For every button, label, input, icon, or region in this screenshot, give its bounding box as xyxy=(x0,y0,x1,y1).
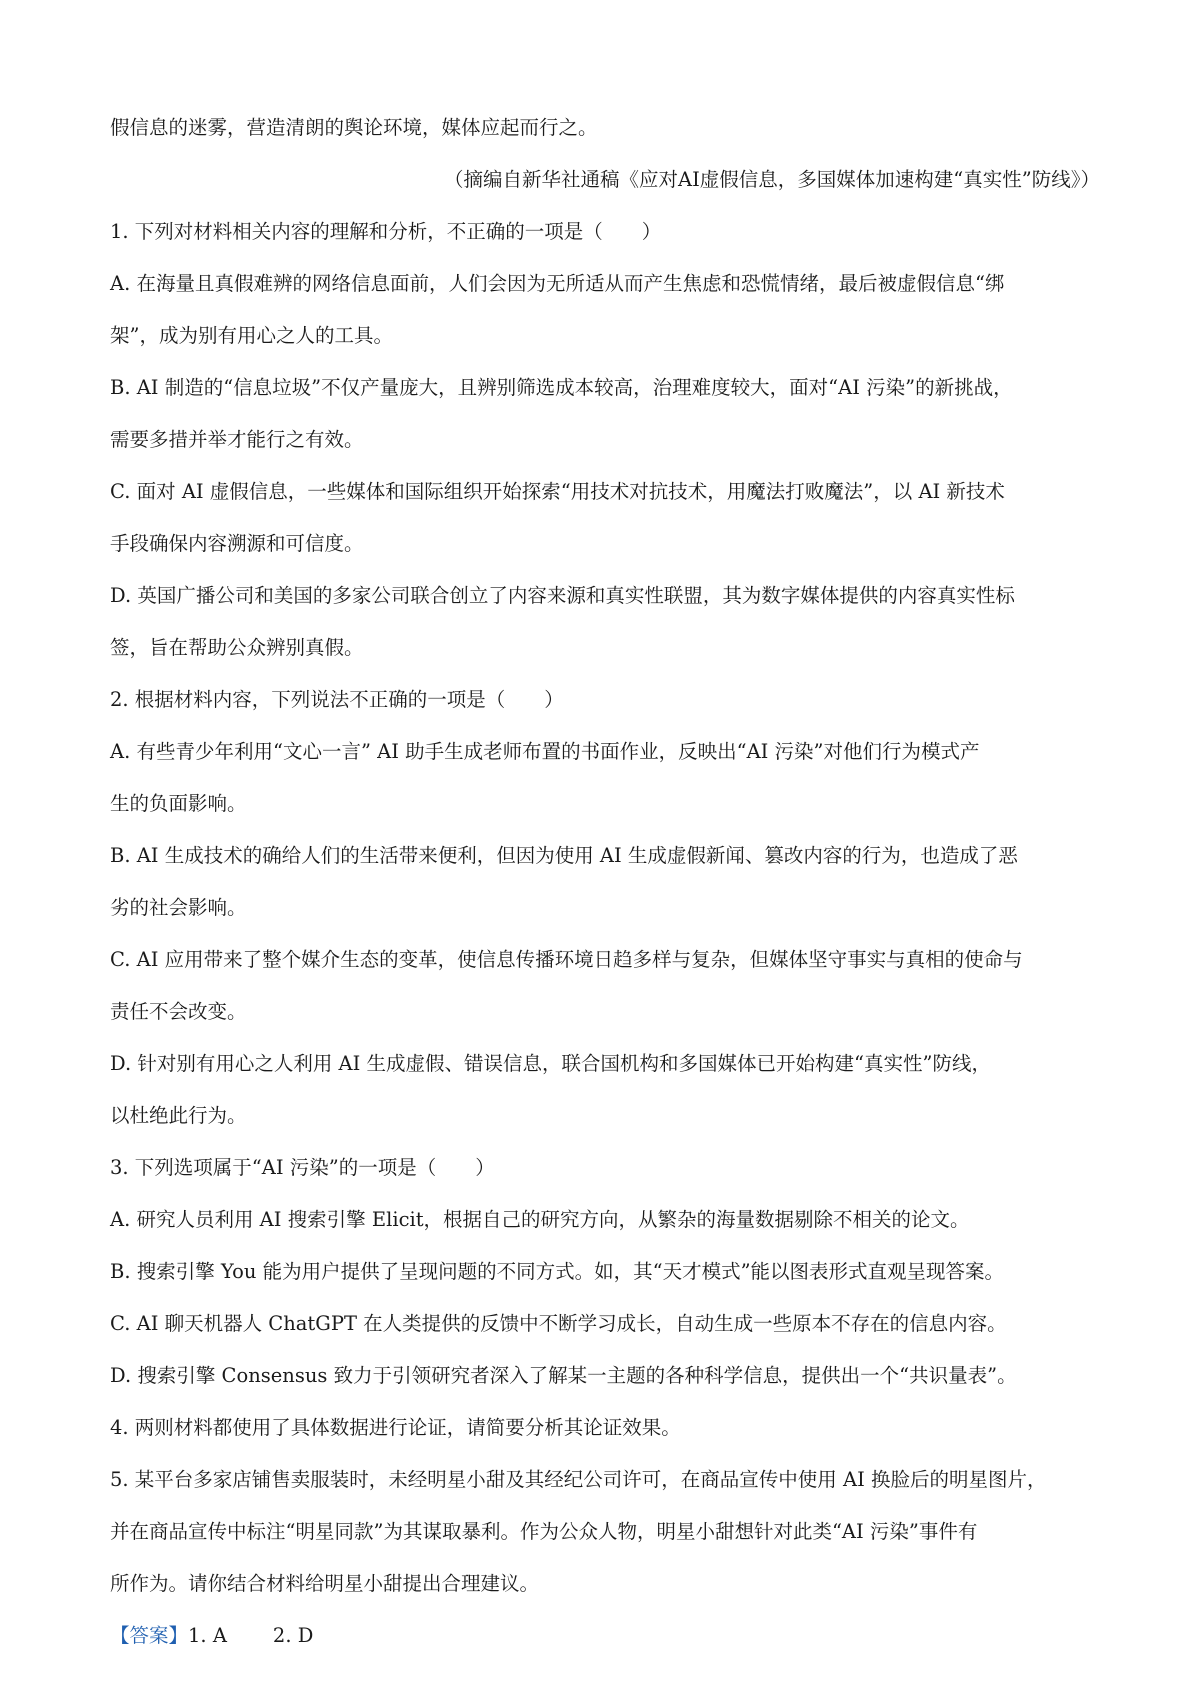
option-text: B. AI 生成技术的确给人们的生活带来便利，但因为使用 AI 生成虚假新闻、篡改内容的行为，也造成了恶 xyxy=(110,844,1018,867)
question-text: 所作为。请你结合材料给明星小甜提出合理建议。 xyxy=(110,1572,540,1595)
question-2-option-d xyxy=(110,1048,1110,1132)
question-3-option-d: D. 搜索引擎 Consensus 致力于引领研究者深入了解某一主题的各种科学信息，提供出一个“共识量表”。 xyxy=(110,1364,1017,1387)
option-text: A. 有些青少年利用“文心一言” AI 助手生成老师布置的书面作业，反映出“AI 污染”对他们行为模式产 xyxy=(110,740,980,763)
option-text: 责任不会改变。 xyxy=(110,1000,247,1023)
option-text: D. 英国广播公司和美国的多家公司联合创立了内容来源和真实性联盟，其为数字媒体提供的内容真实性标 xyxy=(110,584,1015,607)
question-3-option-c: C. AI 聊天机器人 ChatGPT 在人类提供的反馈中不断学习成长，自动生成一些原本不存在的信息内容。 xyxy=(110,1312,1007,1335)
question-1-stem: 1. 下列对材料相关内容的理解和分析，不正确的一项是（ ） xyxy=(110,220,662,243)
option-text: 签，旨在帮助公众辨别真假。 xyxy=(110,636,364,659)
passage-closing-line: 假信息的迷雾，营造清朗的舆论环境，媒体应起而行之。 xyxy=(110,116,598,139)
option-text: 手段确保内容溯源和可信度。 xyxy=(110,532,364,555)
question-3-option-b: B. 搜索引擎 You 能为用户提供了呈现问题的不同方式。如，其“天才模式”能以图表形式直观呈现答案。 xyxy=(110,1260,1005,1283)
question-2-option-b xyxy=(110,840,1110,924)
question-1-option-c xyxy=(110,476,1110,560)
question-4-stem: 4. 两则材料都使用了具体数据进行论证，请简要分析其论证效果。 xyxy=(110,1416,681,1439)
question-2-stem: 2. 根据材料内容，下列说法不正确的一项是（ ） xyxy=(110,688,564,711)
question-2-option-a xyxy=(110,736,1110,820)
option-text: A. 在海量且真假难辨的网络信息面前，人们会因为无所适从而产生焦虑和恐慌情绪，最后被虚假信息“绑 xyxy=(110,272,1005,295)
option-text: B. AI 制造的“信息垃圾”不仅产量庞大，且辨别筛选成本较高，治理难度较大，面对“AI 污染”的新挑战， xyxy=(110,376,1013,399)
answer-1: 1. A xyxy=(188,1624,227,1647)
exam-page xyxy=(110,112,1110,1652)
option-text: 生的负面影响。 xyxy=(110,792,247,815)
question-3-option-a: A. 研究人员利用 AI 搜索引擎 Elicit，根据自己的研究方向，从繁杂的海量数据剔除不相关的论文。 xyxy=(110,1208,970,1231)
question-1-option-b xyxy=(110,372,1110,456)
option-text: C. AI 应用带来了整个媒介生态的变革，使信息传播环境日趋多样与复杂，但媒体坚守事实与真相的使命与 xyxy=(110,948,1023,971)
answer-2: 2. D xyxy=(272,1624,314,1647)
answer-tag: 【答案】 xyxy=(110,1624,189,1647)
question-1-option-d xyxy=(110,580,1110,664)
option-text: 架”，成为别有用心之人的工具。 xyxy=(110,324,393,347)
option-text: 劣的社会影响。 xyxy=(110,896,247,919)
option-text: 需要多措并举才能行之有效。 xyxy=(110,428,364,451)
question-5-stem xyxy=(110,1464,1110,1600)
question-1-option-a xyxy=(110,268,1110,352)
question-text: 并在商品宣传中标注“明星同款”为其谋取暴利。作为公众人物，明星小甜想针对此类“AI 污染”事件有 xyxy=(110,1520,978,1543)
passage-source: （摘编自新华社通稿《应对AI虚假信息，多国媒体加速构建“真实性”防线》） xyxy=(444,168,1100,191)
answer-line xyxy=(110,1620,1110,1652)
option-text: 以杜绝此行为。 xyxy=(110,1104,247,1127)
question-3-stem: 3. 下列选项属于“AI 污染”的一项是（ ） xyxy=(110,1156,495,1179)
question-text: 5. 某平台多家店铺售卖服装时，未经明星小甜及其经纪公司许可，在商品宣传中使用 AI 换脸后的明星图片， xyxy=(110,1468,1047,1491)
option-text: D. 针对别有用心之人利用 AI 生成虚假、错误信息，联合国机构和多国媒体已开始构建“真实性”防线， xyxy=(110,1052,991,1075)
question-2-option-c xyxy=(110,944,1110,1028)
option-text: C. 面对 AI 虚假信息，一些媒体和国际组织开始探索“用技术对抗技术，用魔法打败魔法”，以 AI 新技术 xyxy=(110,480,1005,503)
